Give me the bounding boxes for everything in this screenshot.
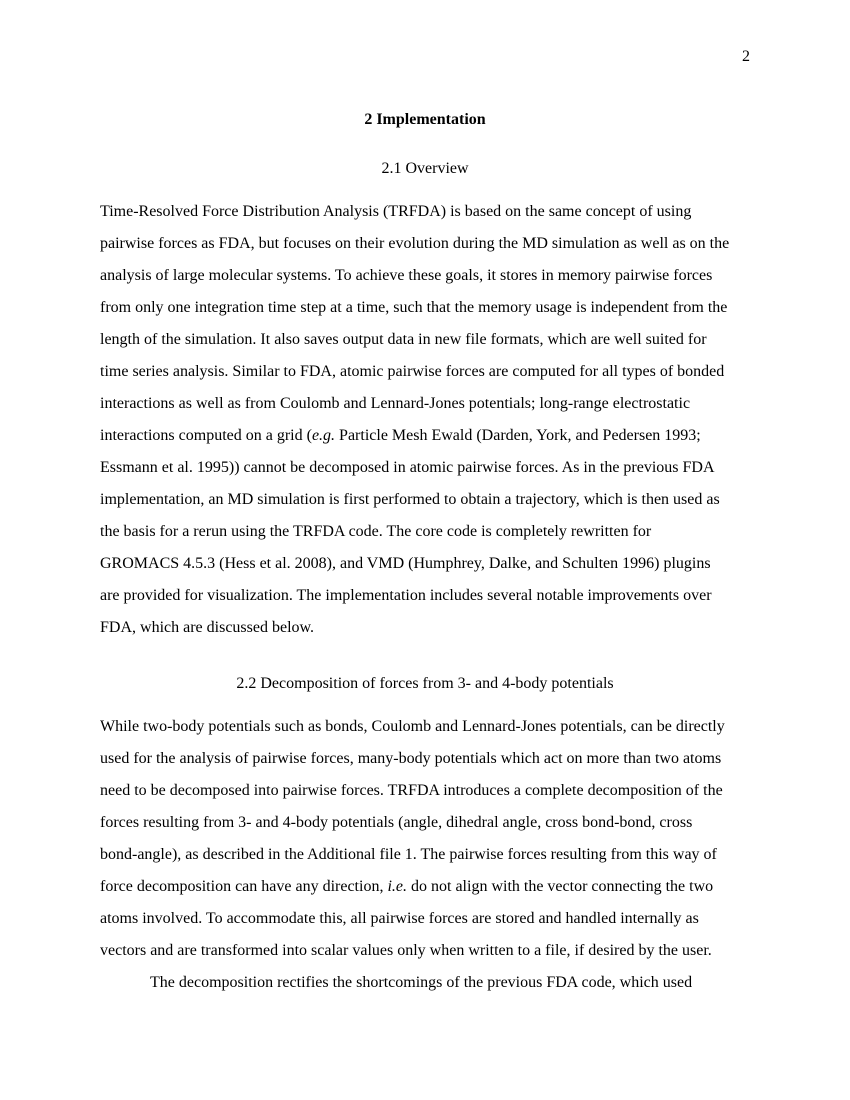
- line-text: Particle Mesh Ewald (Darden, York, and Pedersen 1993;: [335, 427, 701, 444]
- paragraph-line: time series analysis. Similar to FDA, atomic pairwise forces are computed for all types of bonded: [100, 363, 725, 380]
- paragraph-line: pairwise forces as FDA, but focuses on their evolution during the MD simulation as well as on the: [100, 235, 730, 252]
- paragraph-line: the basis for a rerun using the TRFDA code. The core code is completely rewritten for: [100, 523, 652, 540]
- paragraph-line: need to be decomposed into pairwise forces. TRFDA introduces a complete decomposition of the: [100, 782, 723, 799]
- paragraph-line: [100, 420, 750, 452]
- paragraph-line: forces resulting from 3- and 4-body potentials (angle, dihedral angle, cross bond-bond, cross: [100, 814, 693, 831]
- paragraph-line: FDA, which are discussed below.: [100, 619, 315, 636]
- paragraph-line: from only one integration time step at a time, such that the memory usage is independent from the: [100, 299, 728, 316]
- subsection-title-decomposition: 2.2 Decomposition of forces from 3- and 4-body potentials: [236, 675, 614, 692]
- paragraph-line: atoms involved. To accommodate this, all pairwise forces are stored and handled internally as: [100, 910, 699, 927]
- paragraph-line: While two-body potentials such as bonds, Coulomb and Lennard-Jones potentials, can be directly: [100, 718, 725, 735]
- decomposition-paragraph: [100, 711, 750, 999]
- paragraph-line: length of the simulation. It also saves output data in new file formats, which are well suited for: [100, 331, 707, 348]
- paragraph-line: used for the analysis of pairwise forces, many-body potentials which act on more than two atoms: [100, 750, 722, 767]
- page-number: 2: [742, 48, 750, 65]
- subsection-title-overview: 2.1 Overview: [381, 160, 469, 177]
- italic-abbreviation: i.e.: [387, 878, 407, 895]
- paragraph-line: implementation, an MD simulation is first performed to obtain a trajectory, which is then used as: [100, 491, 720, 508]
- line-text: force decomposition can have any direction,: [100, 878, 388, 895]
- paragraph-line: GROMACS 4.5.3 (Hess et al. 2008), and VMD (Humphrey, Dalke, and Schulten 1996) plugins: [100, 555, 711, 572]
- line-text: do not align with the vector connecting the two: [407, 878, 714, 895]
- paragraph-line: are provided for visualization. The implementation includes several notable improvements over: [100, 587, 712, 604]
- overview-paragraph: [100, 196, 750, 644]
- paragraph-line: vectors and are transformed into scalar values only when written to a file, if desired by the user.: [100, 942, 712, 959]
- italic-abbreviation: e.g.: [311, 427, 336, 444]
- paragraph-line: interactions as well as from Coulomb and Lennard-Jones potentials; long-range electrostatic: [100, 395, 691, 412]
- section-title: 2 Implementation: [364, 111, 486, 128]
- paragraph-line: Essmann et al. 1995)) cannot be decomposed in atomic pairwise forces. As in the previous FDA: [100, 459, 715, 476]
- paragraph-line-indented: The decomposition rectifies the shortcomings of the previous FDA code, which used: [150, 974, 693, 991]
- paragraph-line: analysis of large molecular systems. To achieve these goals, it stores in memory pairwise forces: [100, 267, 713, 284]
- paragraph-line: Time-Resolved Force Distribution Analysis (TRFDA) is based on the same concept of using: [100, 203, 692, 220]
- line-text: interactions computed on a grid (: [100, 427, 312, 444]
- paragraph-line: [100, 871, 750, 903]
- paragraph-line: bond-angle), as described in the Additional file 1. The pairwise forces resulting from this way of: [100, 846, 717, 863]
